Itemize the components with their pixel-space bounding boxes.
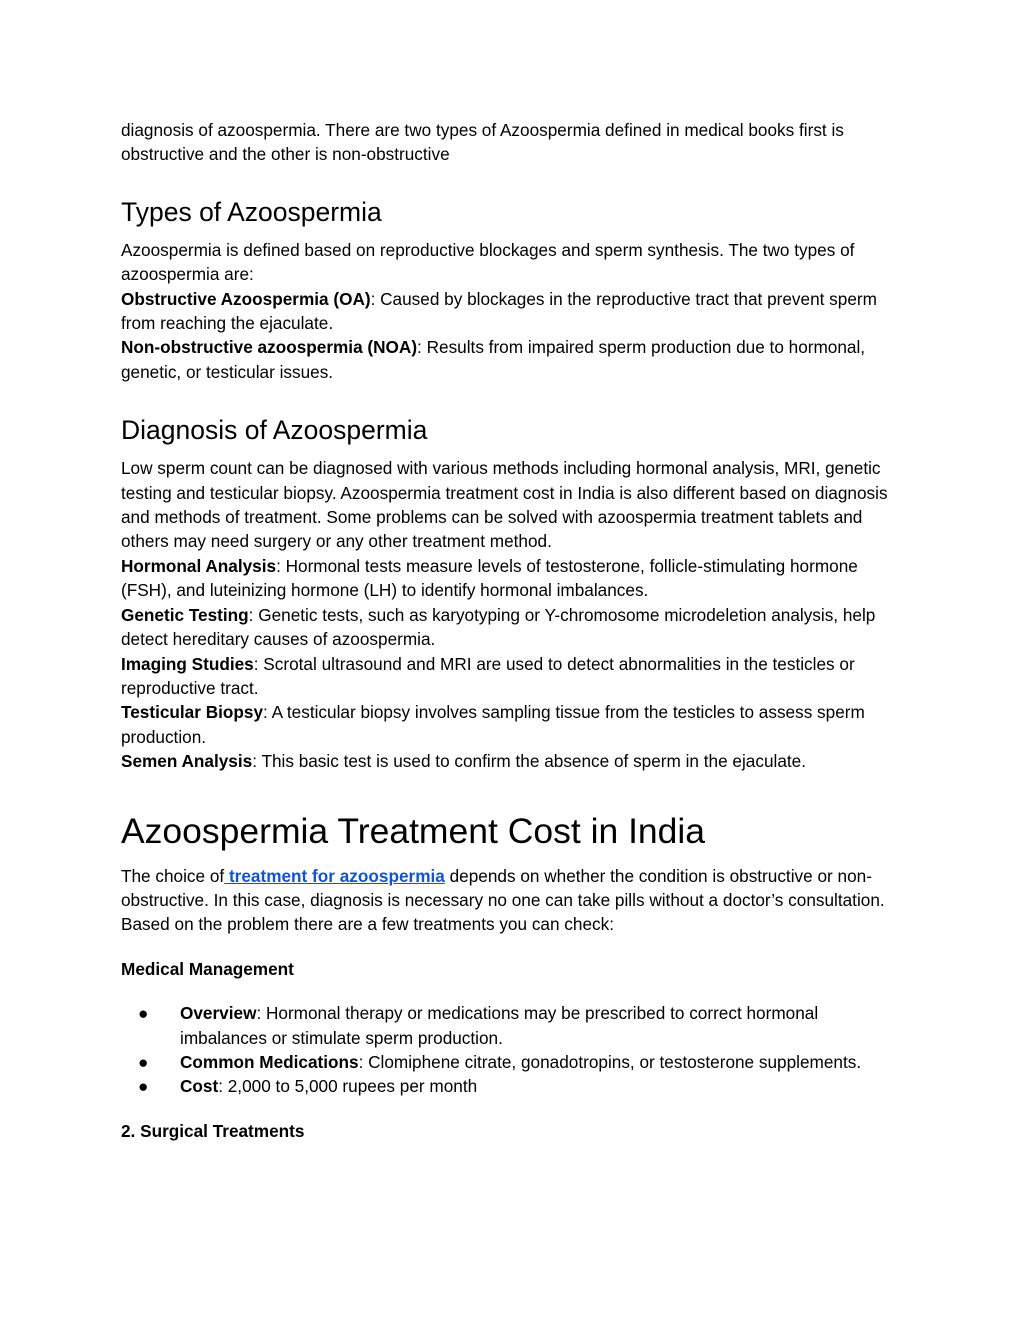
types-heading: Types of Azoospermia: [121, 196, 382, 227]
diagnosis-item-desc: : Genetic tests, such as karyotyping or Y-chromosome microdeletion analysis, help detect hereditary causes of azoospermia.: [121, 604, 876, 650]
cost-intro-after: depends on whether the condition is obstructive or non-obstructive. In this case, diagnosis is necessary no one can take pills without a doctor’s consultation. Based on the problem there are a few treatments you can check:: [121, 865, 885, 935]
types-item-term: Obstructive Azoospermia (OA): [121, 288, 371, 309]
diagnosis-item-term: Genetic Testing: [121, 604, 249, 625]
treatment-link[interactable]: treatment for azoospermia: [224, 865, 445, 886]
diagnosis-item-desc: : Hormonal tests measure levels of testosterone, follicle-stimulating hormone (FSH), and luteinizing hormone (LH) to identify hormonal imbalances.: [121, 555, 858, 601]
diagnosis-item-hormonal: [121, 554, 900, 603]
diagnosis-item-term: Testicular Biopsy: [121, 702, 263, 723]
cost-section: [121, 864, 900, 1144]
diagnosis-item-imaging: [121, 652, 900, 701]
diagnosis-heading: Diagnosis of Azoospermia: [121, 415, 428, 446]
cost-heading: Azoospermia Treatment Cost in India: [121, 810, 706, 851]
types-item-desc: : Results from impaired sperm production due to hormonal, genetic, or testicular issues.: [121, 337, 866, 382]
list-item: [138, 1074, 900, 1098]
types-item-noa: [121, 335, 900, 384]
types-item-term: Non-obstructive azoospermia (NOA): [121, 337, 418, 358]
diagnosis-item-desc: : This basic test is used to confirm the absence of sperm in the ejaculate.: [252, 751, 806, 772]
bullet-icon: ●: [138, 1051, 149, 1072]
medical-management-heading: Medical Management: [121, 958, 294, 979]
diagnosis-item-semen: [121, 749, 900, 773]
types-item-desc: : Caused by blockages in the reproductive tract that prevent sperm from reaching the ejaculate.: [121, 288, 877, 334]
cost-intro-before: The choice of: [121, 865, 225, 886]
list-item-desc: : Clomiphene citrate, gonadotropins, or testosterone supplements.: [358, 1051, 862, 1072]
bullet-icon: ●: [138, 1003, 149, 1024]
intro-paragraph: diagnosis of azoospermia. There are two types of Azoospermia defined in medical books first is obstructive and the other is non-obstructive: [121, 120, 844, 165]
diagnosis-section: [121, 456, 900, 773]
list-item-term: Cost: [180, 1076, 219, 1097]
diagnosis-item-genetic: [121, 603, 900, 652]
list-item-desc: : 2,000 to 5,000 rupees per month: [218, 1076, 478, 1097]
types-section: [121, 238, 900, 384]
diagnosis-item-term: Hormonal Analysis: [121, 555, 277, 576]
diagnosis-item-term: Imaging Studies: [121, 653, 254, 674]
types-intro: Azoospermia is defined based on reproductive blockages and sperm synthesis. The two types of azoospermia are:: [121, 239, 855, 285]
list-item-desc: : Hormonal therapy or medications may be prescribed to correct hormonal imbalances or stimulate sperm production.: [180, 1003, 819, 1048]
list-item-term: Overview: [180, 1003, 257, 1024]
list-item-term: Common Medications: [180, 1051, 359, 1072]
diagnosis-item-desc: : A testicular biopsy involves sampling tissue from the testicles to assess sperm production.: [121, 702, 865, 747]
list-item: [138, 1050, 900, 1074]
diagnosis-intro: Low sperm count can be diagnosed with various methods including hormonal analysis, MRI, genetic testing and testicular biopsy. Azoospermia treatment cost in India is also different based on diagnosis and methods of treatment. Some problems can be solved with azoospermia treatment tablets and others may need surgery or any other treatment method.: [121, 458, 888, 552]
medical-list: [121, 1001, 900, 1099]
bullet-icon: ●: [138, 1076, 149, 1097]
diagnosis-item-term: Semen Analysis: [121, 751, 253, 772]
surgical-treatments-heading: 2. Surgical Treatments: [121, 1120, 305, 1141]
diagnosis-item-desc: : Scrotal ultrasound and MRI are used to detect abnormalities in the testicles or reproductive tract.: [121, 653, 855, 698]
diagnosis-item-biopsy: [121, 700, 900, 749]
types-item-oa: [121, 287, 900, 336]
list-item: [138, 1001, 900, 1050]
cost-intro: [121, 864, 900, 937]
